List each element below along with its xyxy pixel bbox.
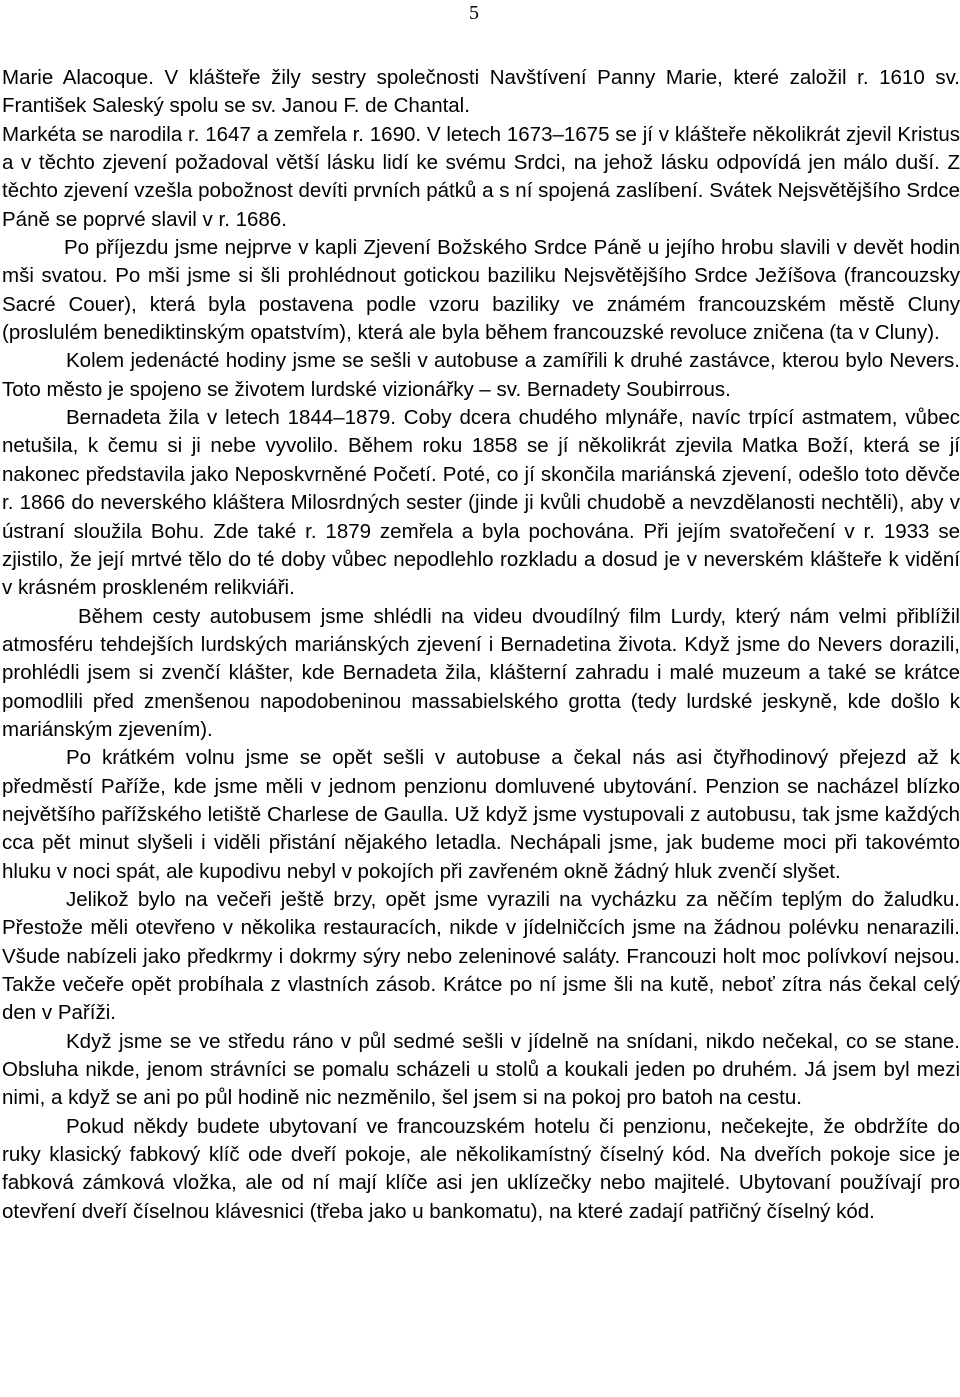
paragraph: Během cesty autobusem jsme shlédli na videu dvoudílný film Lurdy, který nám velmi přiblížil atmosféru tehdejších lurdských mariánských zjevení i Bernadetina života. Když jsme do Nevers dorazili, prohlédli jsem si zvenčí klášter, kde Bernadeta žila, klášterní zahradu i malé muzeum a také se krátce pomodlili před zmenšenou napodobeninou massabielského grotta (tedy lurdské jeskyně, kde došlo k mariánským zjevením). (2, 604, 960, 741)
document-body (2, 64, 960, 1226)
paragraph: Bernadeta žila v letech 1844–1879. Coby dcera chudého mlynáře, navíc trpící astmatem, vůbec netušila, k čemu si ji nebe vyvolilo. Během roku 1858 se jí několikrát zjevila Matka Boží, která se jí nakonec představila jako Neposkvrněné Početí. Poté, co jí skončila mariánská zjevení, odešlo toto děvče r. 1866 do neverského kláštera Milosrdných sester (jinde ji kvůli chudobě a nevzdělanosti nechtěli), aby v ústraní sloužila Bohu. Zde také r. 1879 zemřela a byla pochována. Při jejím svatořečení v r. 1933 se zjistilo, že její mrtvé tělo do té doby vůbec nepodlehlo rozkladu a dosud je v neverském klášteře k vidění v krásném proskleném relikviáři. (2, 406, 960, 600)
paragraph: Kolem jedenácté hodiny jsme se sešli v autobuse a zamířili k druhé zastávce, kterou bylo Nevers. Toto město je spojeno se životem lurdské vizionářky – sv. Bernadety Soubirrous. (2, 349, 960, 401)
page-number: 5 (469, 2, 479, 24)
paragraph: Když jsme se ve středu ráno v půl sedmé sešli v jídelně na snídani, nikdo nečekal, co se stane. Obsluha nikde, jenom strávníci se pomalu scházeli u stolů a koukali jeden po druhém. Já jsem byl mezi nimi, a když se ani po půl hodině nic nezměnilo, šel jsem si na pokoj pro batoh na cestu. (2, 1029, 960, 1110)
paragraph: Po příjezdu jsme nejprve v kapli Zjevení Božského Srdce Páně u jejího hrobu slavili v devět hodin mši svatou. Po mši jsme si šli prohlédnout gotickou baziliku Nejsvětějšího Srdce Ježíšova (francouzsky Sacré Couer), která byla postavena podle vzoru baziliky ve známém francouzském městě Cluny (proslulém benediktinským opatstvím), která ale byla během francouzské revoluce zničena (ta v Cluny). (2, 236, 960, 345)
paragraph: Marie Alacoque. V klášteře žily sestry společnosti Navštívení Panny Marie, které založil r. 1610 sv. František Saleský spolu se sv. Janou F. de Chantal. (2, 66, 960, 118)
paragraph: Jelikož bylo na večeři ještě brzy, opět jsme vyrazili na vycházku za něčím teplým do žaludku. Přestože měli otevřeno v několika restauracích, nikde v jídelničcích jsme na žádnou polévku nenarazili. Všude nabízeli jako předkrmy i dokrmy sýry nebo zeleninové saláty. Francouzi holt moc polívkoví nejsou. Takže večeře opět probíhala z vlastních zásob. Krátce po ní jsme šli na kutě, neboť zítra nás čekal celý den v Paříži. (2, 887, 960, 1025)
paragraph: Po krátkém volnu jsme se opět sešli v autobuse a čekal nás asi čtyřhodinový přejezd až k předměstí Paříže, kde jsme měli v jednom penzionu domluvené ubytování. Penzion se nacházel blízko největšího pařížského letiště Charlese de Gaulla. Už když jsme vystupovali z autobusu, tak jsme každých cca pět minut slyšeli i viděli přistání nějakého letadla. Nechápali jsme, jak budeme moci při takovémto hluku v noci spát, ale kupodivu nebyl v pokojích při zavřeném okně žádný hluk zvenčí slyšet. (2, 746, 960, 883)
paragraph: Pokud někdy budete ubytovaní ve francouzském hotelu či penzionu, nečekejte, že obdržíte do ruky klasický fabkový klíč ode dveří pokoje, ale několikamístný číselný kód. Na dveřích pokoje sice je fabková zámková vložka, ale od ní mají klíče asi jen uklízečky nebo majitelé. Ubytovaní používají pro otevření dveří číselnou klávesnici (třeba jako u bankomatu), na které zadají patřičný číselný kód. (2, 1114, 960, 1223)
paragraph: Markéta se narodila r. 1647 a zemřela r. 1690. V letech 1673–1675 se jí v klášteře několikrát zjevil Kristus a v těchto zjevení požadoval větší lásku lidí ke svému Srdci, na jehož lásku odpovídá jen málo duší. Z těchto zjevení vzešla pobožnost devíti prvních pátků a s ní spojená zaslíbení. Svátek Nejsvětějšího Srdce Páně se poprvé slavil v r. 1686. (2, 122, 960, 231)
